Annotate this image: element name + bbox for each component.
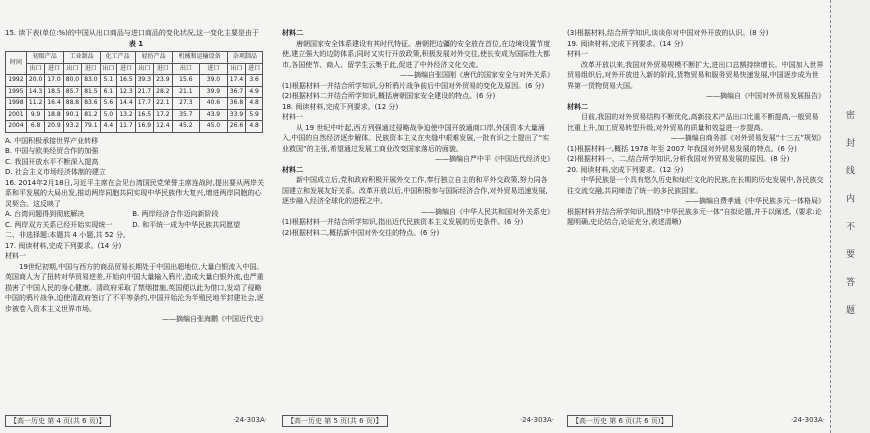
question-16-stem: 16. 2014年2月18日,习近平主席在会见台湾国民党荣誉主席连战时,提出要从两岸关系和平发展的大局出发,推动两岸同胞共同实现中华民族伟大复兴,增进两岸同胞的心灵契合。这反映了: [5, 178, 264, 208]
question-19-stem: 19. 阅读材料,完成下列要求。(14 分): [567, 39, 684, 48]
material-2-text: 目前,我国的对外贸易结构不断优化,高新技术产品出口比重不断提高,一般贸易比重上升,加工贸易转型升级,对外贸易的质量和效益进一步提高。: [567, 113, 819, 132]
table-cell: 18.5: [45, 86, 63, 98]
table-subheader-cell: 进口: [117, 63, 135, 75]
table-cell: 16.4: [45, 98, 63, 110]
material-1-label: 材料一: [282, 113, 303, 121]
material-source: ——摘编自费孝通《中华民族多元一体格局》: [685, 197, 825, 205]
question-17-part-1: (1)根据材料一并结合所学知识,分析鸦片战争前后中国对外贸易的变化及原因。(6 分): [282, 81, 545, 90]
option-d: D. 和平统一成为中华民族共同愿望: [132, 220, 241, 229]
question-17-part-2: (2)根据材料二并结合所学知识,概括唐朝国家安全建设的特点。(6 分): [282, 92, 496, 100]
table-row: [6, 121, 263, 133]
table-cell: 43.9: [200, 109, 228, 121]
material-1-text: 从 19 世纪中叶起,西方列强通过侵略战争迫使中国开放通商口岸,外国资本大量涌入,中国的自然经济逐步解体。民族资本主义在夹缝中艰难发展,一批有识之士提出了“实业救国”的主张,希望通过发展工商业改变国家落后的面貌。: [282, 123, 550, 153]
table-subheader-cell: 进口: [45, 63, 63, 75]
material-1-label: 材料一: [567, 50, 588, 58]
seal-line-notice: 密 封 线 内 不 要 答 题: [844, 110, 854, 323]
table-row: [6, 109, 263, 121]
table-cell: 20.0: [26, 75, 44, 87]
table-cell: 20.9: [45, 121, 63, 133]
table-cell: 79.1: [82, 121, 100, 133]
table-cell: 4.4: [100, 121, 117, 133]
table-cell: 83.0: [82, 75, 100, 87]
table-header-cell: 化工产品: [100, 52, 135, 64]
table-cell: 27.3: [172, 98, 200, 110]
paper-code: ·24-303A·: [519, 416, 554, 424]
table-cell: 45.0: [200, 121, 228, 133]
question-19-part-1: (1)根据材料一,概括 1978 年至 2007 年我国对外贸易发展的特点。(6 分): [567, 144, 797, 153]
option-a: A. 台湾问题得到彻底解决: [5, 210, 85, 218]
table-cell: 6.1: [100, 86, 117, 98]
question-19-part-2: (2)根据材料一、二,结合所学知识,分析我国对外贸易发展的原因。(8 分): [567, 155, 790, 163]
table-cell-year: 1998: [6, 98, 27, 110]
table-subheader-cell: 进口: [82, 63, 100, 75]
material-2-label: 材料二: [282, 29, 303, 37]
question-20-stem: 20. 阅读材料,完成下列要求。(12 分): [567, 165, 684, 174]
table-subheader-cell: 进口: [200, 63, 228, 75]
table-cell: 6.8: [26, 121, 44, 133]
table-header-cell: 时间: [6, 52, 27, 75]
part-two-heading: 二、非选择题:本题共 4 小题,共 52 分。: [5, 231, 130, 239]
page-column-3: [567, 28, 825, 408]
table-cell: 93.2: [63, 121, 81, 133]
table-cell-year: 2004: [6, 121, 27, 133]
option-c: C. 我国开放水平不断深入提高: [5, 157, 99, 166]
material-1-source: ——摘编自张海鹏《中国近代史》: [162, 315, 267, 323]
table-cell: 5.0: [100, 109, 117, 121]
table-cell-year: 2001: [6, 109, 27, 121]
table-subheader-cell: 出口: [100, 63, 117, 75]
table-cell: 33.9: [227, 109, 245, 121]
table-cell: 5.6: [100, 98, 117, 110]
question-15-stem: 15. 读下表(单位:%)的中国从出口商品与进口商品的变化状况,这一变化主要是由于: [5, 29, 260, 37]
table-cell: 39.3: [135, 75, 153, 87]
table-row: [6, 98, 263, 110]
table-header-cell: 机械和运输设备: [172, 52, 227, 64]
table-cell: 11.7: [117, 121, 135, 133]
material-2-source: ——摘编自商务部《对外贸易发展“十三五”规划》: [670, 134, 825, 142]
table-cell: 22.1: [154, 98, 172, 110]
table-subheader-cell: 出口: [172, 63, 200, 75]
table-header-cell: 杂项制品: [227, 52, 262, 64]
table-cell: 17.7: [135, 98, 153, 110]
table-cell: 85.7: [63, 86, 81, 98]
table-cell: 81.2: [82, 109, 100, 121]
table-cell-year: 1995: [6, 86, 27, 98]
material-2-label: 材料二: [567, 102, 588, 111]
table-cell: 39.0: [200, 75, 228, 87]
material-text: 中华民族是一个具有悠久历史和灿烂文化的民族,在长期的历史发展中,各民族交往交流交融,共同缔造了统一的多民族国家。: [567, 176, 824, 195]
table-body: [6, 75, 263, 133]
trade-table: [5, 51, 263, 133]
table-cell: 12.4: [154, 121, 172, 133]
q16-options-row-1: [5, 209, 267, 220]
material-1-label: 材料一: [5, 252, 26, 260]
material-1-source: ——摘编自严中平《中国近代经济史》: [435, 155, 554, 163]
table-row: [6, 86, 263, 98]
question-18-stem: 18. 阅读材料,完成下列要求。(12 分): [282, 102, 399, 111]
option-b: B. 两岸经济合作迈向新阶段: [132, 210, 219, 218]
table-cell: 80.0: [63, 75, 81, 87]
table-cell: 39.9: [200, 86, 228, 98]
table-header-cell: 初级产品: [26, 52, 63, 64]
table-cell: 12.3: [117, 86, 135, 98]
paper-code: ·24-303A·: [232, 416, 267, 424]
table-cell: 18.8: [45, 109, 63, 121]
option-c: C. 两岸双方关系已经开始实现统一: [5, 220, 113, 229]
table-cell: 90.1: [63, 109, 81, 121]
table-cell: 4.8: [246, 121, 263, 133]
table-subheader-cell: 进口: [154, 63, 172, 75]
material-2-text: 唐朝国家安全体系建设有其时代特征。唐朝把边疆的安全放在首位,在边境设置节度使,建立强大的边防体系;同时又实行开放政策,积极发展对外交往,使长安成为国际性大都市,各国使节、商人、留学生云集于此,促进了中外经济文化交流。: [282, 39, 551, 69]
table-header-row: [6, 52, 263, 64]
table-cell: 83.6: [82, 98, 100, 110]
table-cell: 17.4: [227, 75, 245, 87]
option-d: D. 社会主义市场经济体制的建立: [5, 168, 106, 176]
page-number-label: 【高一历史 第 6 页(共 6 页)】: [567, 415, 673, 427]
table-subheader-cell: 出口: [26, 63, 44, 75]
table-cell: 21.7: [135, 86, 153, 98]
page-column-2: [282, 28, 554, 408]
table-subheader-row: [6, 63, 263, 75]
page-column-1: [5, 28, 267, 408]
table-cell: 3.6: [246, 75, 263, 87]
table-subheader-cell: 出口: [227, 63, 245, 75]
table-cell: 36.8: [227, 98, 245, 110]
table-cell: 11.2: [26, 98, 44, 110]
option-a: A. 中国积极承接世界产业转移: [5, 136, 99, 145]
binding-margin: [830, 0, 870, 433]
table-cell: 35.7: [172, 109, 200, 121]
table-cell: 4.9: [246, 86, 263, 98]
page-footer: [5, 415, 267, 427]
table-cell: 16.9: [135, 121, 153, 133]
question-20-prompt: 根据材料并结合所学知识,围绕“中华民族多元一体”自拟论题,并予以阐述。(要求:论题明确,史论结合,论证充分,表述清晰): [567, 207, 822, 226]
table-cell: 5.9: [246, 109, 263, 121]
table-subheader-cell: 出口: [135, 63, 153, 75]
table-cell: 26.6: [227, 121, 245, 133]
table-cell: 17.2: [154, 109, 172, 121]
table-cell: 81.5: [82, 86, 100, 98]
material-2-source: ——摘编自《中华人民共和国对外关系史》: [421, 207, 554, 216]
material-1-source: ——摘编自《中国对外贸易发展报告》: [706, 92, 825, 100]
table-cell: 9.9: [26, 109, 44, 121]
table-header-cell: 轻纺产品: [135, 52, 172, 64]
table-cell: 4.8: [246, 98, 263, 110]
table-cell: 88.8: [63, 98, 81, 110]
option-b: B. 中国与欧美经贸合作的加强: [5, 147, 99, 155]
question-18-part-3: (3)根据材料,结合所学知识,谈谈你对中国对外开放的认识。(8 分): [567, 29, 769, 37]
page-footer: [282, 415, 554, 427]
q16-options-row-2: [5, 220, 267, 231]
table-cell: 16.5: [135, 109, 153, 121]
material-1-text: 改革开放以来,我国对外贸易规模不断扩大,进出口总额持续增长。中国加入世界贸易组织后,对外开放进入新的阶段,货物贸易和服务贸易快速发展,中国逐步成为世界第一货物贸易大国。: [567, 60, 824, 90]
table-cell: 5.1: [100, 75, 117, 87]
table-cell: 14.3: [26, 86, 44, 98]
material-1-text: 19世纪初期,中国与西方的商品贸易长期处于中国出超地位,大量白银流入中国。英国商人为了扭转对华贸易逆差,开始向中国大量输入鸦片,造成大量白银外流,也严重损害了中国人民的身心健康。清政府采取了禁烟措施,英国便以此为借口,发动了侵略中国的鸦片战争,迫使清政府签订了不平等条约,中国开始沦为半殖民地半封建社会,逐步被卷入资本主义世界市场。: [5, 262, 264, 313]
table-cell: 13.2: [117, 109, 135, 121]
question-18-part-2: (2)根据材料二,概括新中国对外交往的特点。(6 分): [282, 228, 440, 237]
material-2-text: 新中国成立后,党和政府积极开展外交工作,奉行独立自主的和平外交政策,努力同各国建立和发展友好关系。改革开放以后,中国积极参与国际经济合作,对外贸易迅速发展,逐步融入经济全球化的进程之中。: [282, 176, 548, 205]
material-2-source: ——摘编自张国刚《唐代的国家安全与对外关系》: [400, 71, 554, 79]
page-number-label: 【高一历史 第 4 页(共 6 页)】: [5, 415, 111, 427]
table-cell: 45.2: [172, 121, 200, 133]
table-cell: 14.4: [117, 98, 135, 110]
material-2-label: 材料二: [282, 165, 303, 174]
table-subheader-cell: 进口: [246, 63, 263, 75]
table-row: [6, 75, 263, 87]
table-cell: 21.1: [172, 86, 200, 98]
paper-code: ·24-303A·: [790, 416, 825, 424]
table-subheader-cell: 出口: [63, 63, 81, 75]
table-cell: 28.2: [154, 86, 172, 98]
table-title: 表 1: [128, 39, 144, 48]
question-18-part-1: (1)根据材料一并结合所学知识,指出近代民族资本主义发展的历史条件。(6 分): [282, 218, 524, 226]
table-cell: 17.0: [45, 75, 63, 87]
table-cell: 23.9: [154, 75, 172, 87]
page-number-label: 【高一历史 第 5 页(共 6 页)】: [282, 415, 388, 427]
table-cell: 40.6: [200, 98, 228, 110]
page-footer: [567, 415, 825, 427]
table-header-cell: 工业制品: [63, 52, 100, 64]
question-17-stem: 17. 阅读材料,完成下列要求。(14 分): [5, 241, 122, 250]
table-cell-year: 1992: [6, 75, 27, 87]
table-cell: 16.5: [117, 75, 135, 87]
table-cell: 15.6: [172, 75, 200, 87]
table-cell: 36.7: [227, 86, 245, 98]
